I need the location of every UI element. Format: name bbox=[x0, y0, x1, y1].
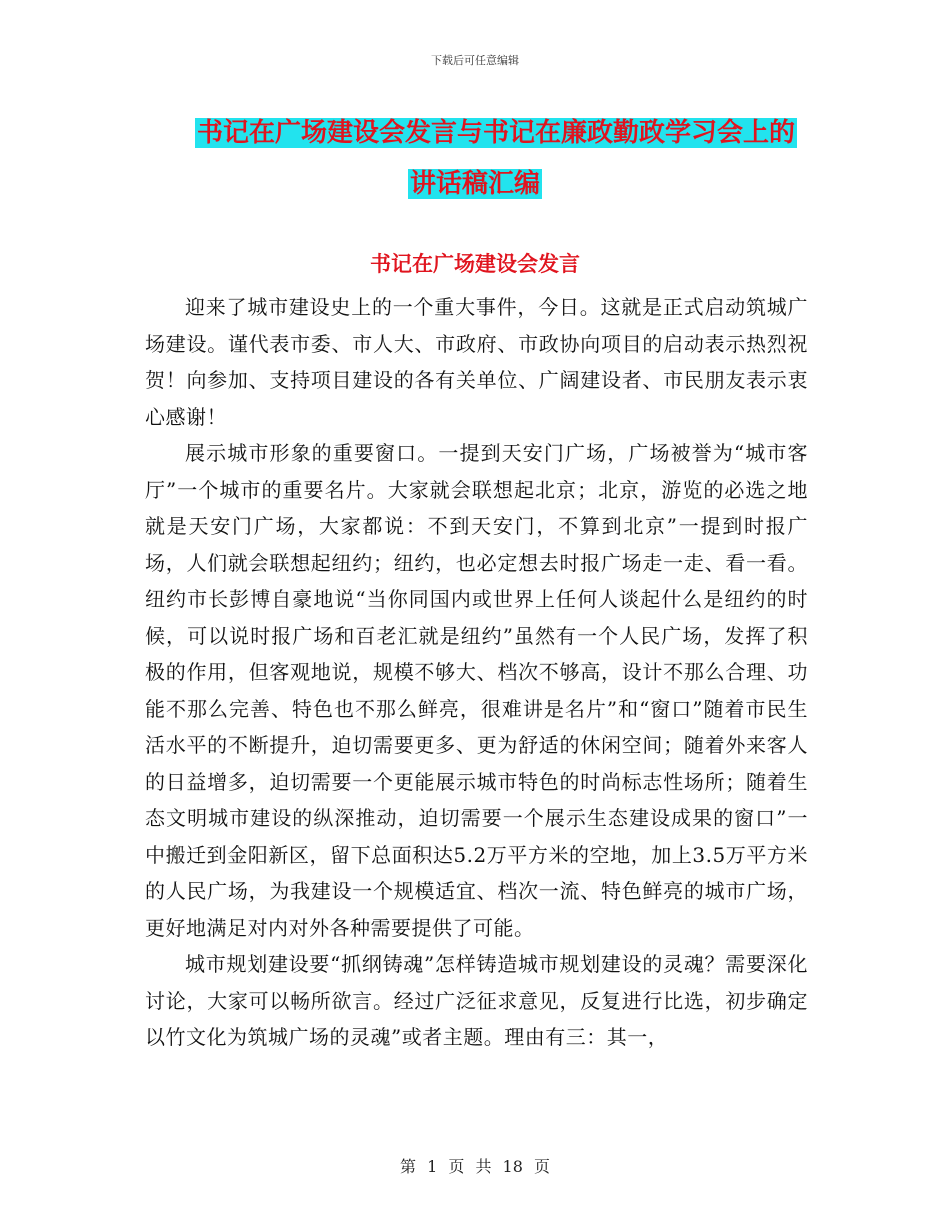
title-line-1: 书记在广场建设会发言与书记在廉政勤政学习会上的 bbox=[196, 118, 795, 148]
page-footer: 第 1 页 共 18 页 bbox=[400, 1157, 550, 1176]
paragraph: 城市规划建设要“抓纲铸魂”怎样铸造城市规划建设的灵魂？需要深化讨论，大家可以畅所欲言。经过广泛征求意见，反复进行比选，初步确定以竹文化为筑城广场的灵魂”或者主题。理由有三：其一， bbox=[145, 952, 808, 1049]
body-text bbox=[145, 289, 808, 1056]
title-line-2: 讲话稿汇编 bbox=[409, 169, 540, 199]
document-title bbox=[0, 108, 950, 210]
paragraph: 迎来了城市建设史上的一个重大事件，今日。这就是正式启动筑城广场建设。谨代表市委、市人大、市政府、市政协向项目的启动表示热烈祝贺！向参加、支持项目建设的各有关单位、广阔建设者、市民朋友表示衷心感谢！ bbox=[145, 295, 808, 429]
paragraph: 展示城市形象的重要窗口。一提到天安门广场，广场被誉为“城市客厅”一个城市的重要名片。大家就会联想起北京；北京，游览的必选之地就是天安门广场，大家都说：不到天安门，不算到北京”一提到时报广场，人们就会联想起纽约；纽约，也必定想去时报广场走一走、看一看。纽约市长彭博自豪地说“当你同国内或世界上任何人谈起什么是纽约的时候，可以说时报广场和百老汇就是纽约”虽然有一个人民广场，发挥了积极的作用，但客观地说，规模不够大、档次不够高，设计不那么合理、功能不那么完善、特色也不那么鲜亮，很难讲是名片”和“窗口”随着市民生活水平的不断提升，迫切需要更多、更为舒适的休闲空间；随着外来客人的日益增多，迫切需要一个更能展示城市特色的时尚标志性场所；随着生态文明城市建设的纵深推动，迫切需要一个展示生态建设成果的窗口”一中搬迁到金阳新区，留下总面积达5.2万平方米的空地，加上3.5万平方米的人民广场，为我建设一个规模适宜、档次一流、特色鲜亮的城市广场，更好地满足对内对外各种需要提供了可能。 bbox=[145, 441, 808, 940]
page-header-note: 下载后可任意编辑 bbox=[431, 54, 519, 67]
section-title: 书记在广场建设会发言 bbox=[370, 251, 580, 276]
